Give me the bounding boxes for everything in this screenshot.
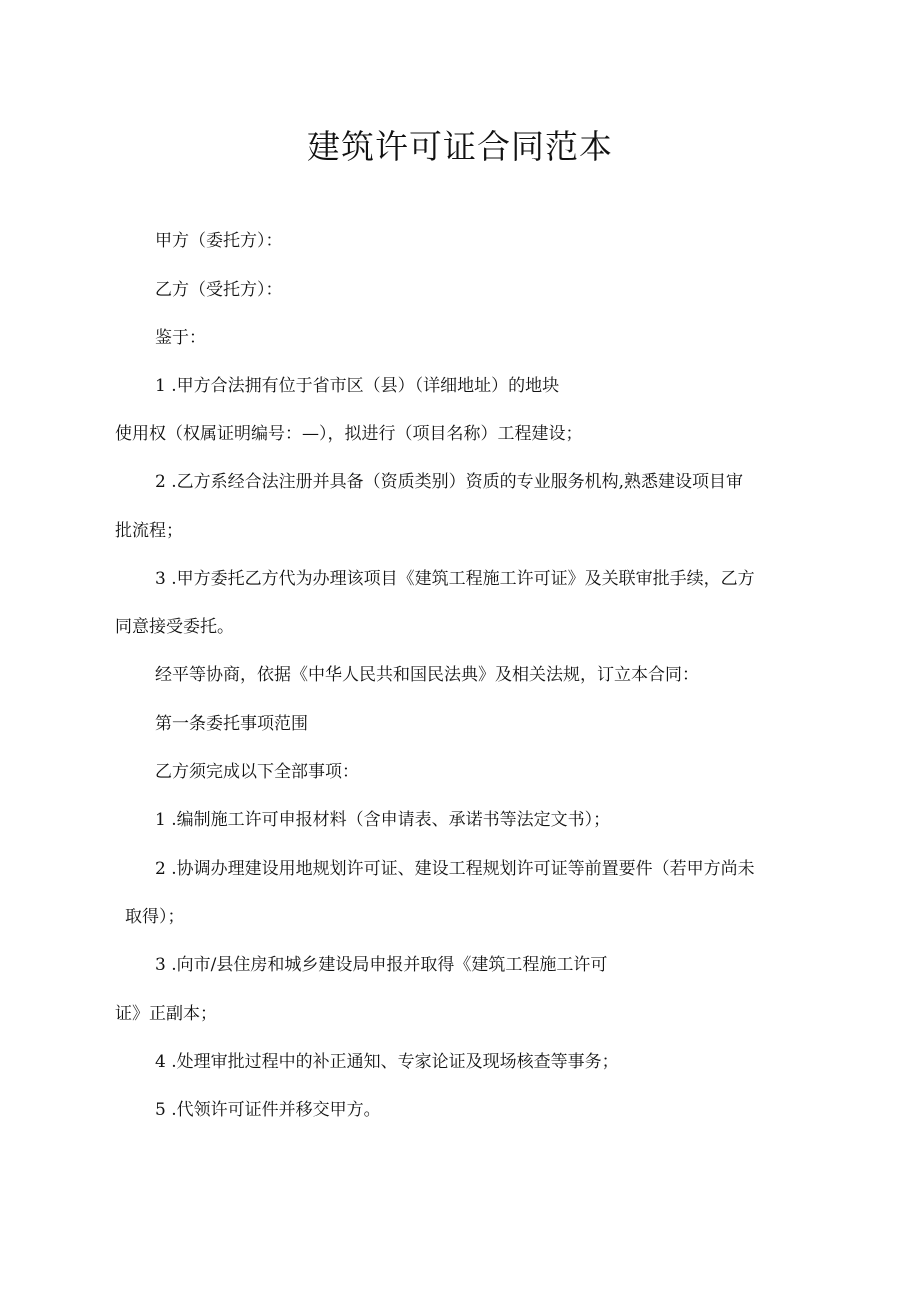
article-1-intro: 乙方须完成以下全部事项： [155, 762, 359, 782]
document-title: 建筑许可证合同范本 [307, 127, 613, 166]
recital-2-line-2: 批流程； [115, 521, 183, 541]
scope-item-1: 1 .编制施工许可申报材料（含申请表、承诺书等法定文书）； [155, 810, 611, 830]
recital-1-line-1: 1 .甲方合法拥有位于省市区（县）（详细地址）的地块 [155, 376, 560, 396]
article-1-heading: 第一条委托事项范围 [155, 714, 308, 734]
scope-item-5: 5 .代领许可证件并移交甲方。 [155, 1100, 381, 1120]
party-a-line: 甲方（委托方）： [155, 231, 283, 251]
recital-1-line-2: 使用权（权属证明编号：—），拟进行（项目名称）工程建设； [115, 424, 583, 444]
scope-item-3-line-1: 3 .向市/县住房和城乡建设局申报并取得《建筑工程施工许可 [155, 955, 608, 975]
scope-item-4: 4 .处理审批过程中的补正通知、专家论证及现场核查等事务； [155, 1052, 619, 1072]
agreement-intro: 经平等协商，依据《中华人民共和国民法典》及相关法规，订立本合同： [155, 665, 699, 685]
whereas-heading: 鉴于： [155, 328, 206, 348]
recital-2-line-1: 2 .乙方系经合法注册并具备（资质类别）资质的专业服务机构,熟悉建设项目审 [155, 472, 744, 492]
recital-3-line-1: 3 .甲方委托乙方代为办理该项目《建筑工程施工许可证》及关联审批手续，乙方 [155, 569, 755, 589]
recital-3-line-2: 同意接受委托。 [115, 617, 234, 637]
scope-item-2-line-2: 取得）； [125, 907, 185, 927]
scope-item-3-line-2: 证》正副本； [115, 1004, 217, 1024]
scope-item-2-line-1: 2 .协调办理建设用地规划许可证、建设工程规划许可证等前置要件（若甲方尚未 [155, 859, 755, 879]
party-b-line: 乙方（受托方）： [155, 280, 283, 300]
